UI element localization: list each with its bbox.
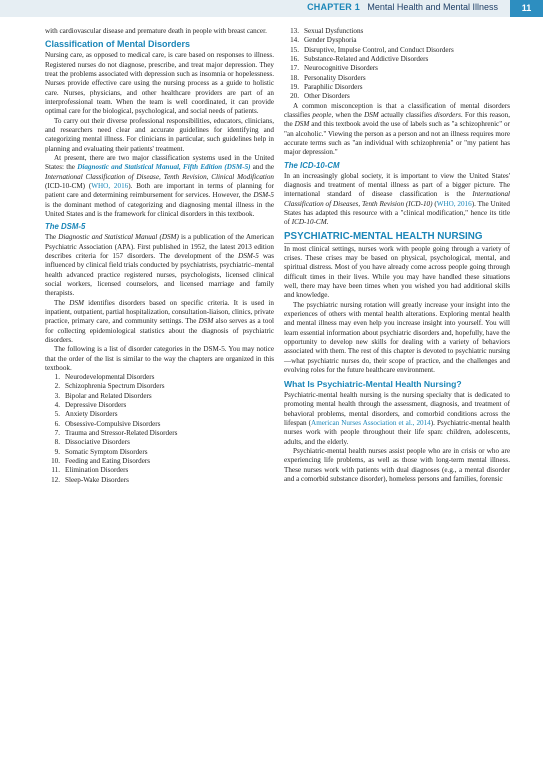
list-item: 14. Gender Dysphoria <box>290 36 357 45</box>
list-item: 18. Personality Disorders <box>290 73 366 82</box>
list-item: 12. Sleep-Wake Disorders <box>51 475 129 484</box>
paragraph: At present, there are two major classification systems used in the United States: the Diagnostic and Statistical Manual, Fifth Edition (DSM-5) and the International Classification of Disease, Tenth Revision, Clinical Modification (ICD-10-CM) (WHO, 2016). Both are important in terms of planning for patient care and determining reimbursement for services. However, the DSM-5 is the dominant method of categorizing and diagnosing mental illness in the United States and is the framework for clinical disorders in this textbook. <box>45 153 274 218</box>
who-citation-link[interactable]: WHO, 2016 <box>91 181 129 190</box>
section-heading-what-is: What Is Psychiatric-Mental Health Nursing? <box>284 379 462 390</box>
section-heading-classification: Classification of Mental Disorders <box>45 39 191 50</box>
list-item: 17. Neurocognitive Disorders <box>290 64 378 73</box>
list-item: 8. Dissociative Disorders <box>54 438 130 447</box>
list-item: 13. Sexual Dysfunctions <box>290 27 364 35</box>
list-item: 1. Neurodevelopmental Disorders <box>54 373 155 382</box>
page-number: 11 <box>510 0 543 17</box>
paragraph: Psychiatric-mental health nurses assist people who are in crisis or who are experiencing life problems, as well as those with long-term mental illness. These nurses work with patients with dual diagnoses (e.g., a mental disorder and a comorbid substance disorder), homeless persons and families, forensic <box>284 447 510 484</box>
list-item: 11. Elimination Disorders <box>51 466 129 475</box>
dsm5-link[interactable]: Diagnostic and Statistical Manual, Fifth Edition (DSM-5) <box>77 163 251 172</box>
section-heading-dsm5: The DSM-5 <box>45 222 86 232</box>
list-item: 19. Paraphilic Disorders <box>290 82 363 91</box>
paragraph: The following is a list of disorder categories in the DSM-5. You may notice that the order of the list is similar to the way the chapters are organized in this textbook. <box>45 345 274 372</box>
paragraph: Nursing care, as opposed to medical care, is care based on responses to illness. Registered nurses do not diagnose, prescribe, and treat major depression. They treat the problems associated with depression such as insomnia or hopelessness. Nurses provide effective care using the nursing process as a guide to holistic care. Nurses, physicians, and other healthcare providers are part of an interprofessional team. When the team is well coordinated, it can provide optimal care for the biological, psychological, and social needs of patients. <box>45 51 274 116</box>
paragraph: To carry out their diverse professional responsibilities, educators, clinicians, and researchers need clear and accurate guidelines for identifying and categorizing mental illness. For clinicians in particular, such guidelines help in planning and evaluating their patients' treatment. <box>45 116 274 153</box>
paragraph: In an increasingly global society, it is important to view the United States' diagnosis and treatment of mental illness as part of a bigger picture. The international standard of disease classification is the International Classification of Diseases, Tenth Revision (ICD-10) (WHO, 2016). The United States has adapted this resource with a "clinical modification," hence its title of ICD-10-CM. <box>284 171 510 227</box>
paragraph: In most clinical settings, nurses work with people going through a variety of crises. These crises may be based on physical, psychological, mental, and spiritual distress. Most of you have already come across people going through difficult times in their lives. While you may have handled these situations well, there may have been times when you wished you had additional skills and knowledge. <box>284 244 510 300</box>
list-item: 16. Substance-Related and Addictive Disorders <box>290 54 429 63</box>
ana-citation-link[interactable]: American Nurses Association et al., 2014 <box>311 419 431 428</box>
list-item: 4. Depressive Disorders <box>54 401 127 410</box>
list-item: 6. Obsessive-Compulsive Disorders <box>54 419 161 428</box>
who-citation-link[interactable]: WHO, 2016 <box>436 199 472 208</box>
list-item: 15. Disruptive, Impulse Control, and Conduct Disorders <box>290 45 454 54</box>
disorder-list-continued <box>284 27 510 102</box>
list-item: 10. Feeding and Eating Disorders <box>51 457 151 466</box>
list-item: 5. Anxiety Disorders <box>54 410 118 419</box>
running-head <box>307 2 498 12</box>
right-column <box>284 27 510 484</box>
chapter-title: Mental Health and Mental Illness <box>367 2 498 12</box>
left-column <box>45 27 274 485</box>
section-heading-nursing: PSYCHIATRIC-MENTAL HEALTH NURSING <box>284 231 510 244</box>
paragraph: The Diagnostic and Statistical Manual (DSM) is a publication of the American Psychiatric Association (APA). First published in 1952, the latest 2013 edition describes criteria for 157 disorders. The development of the DSM-5 was influenced by clinical field trials conducted by psychiatrists, psychiatric–mental health advanced practice registered nurses, psychologists, licensed clinical social workers, licensed counselors, and licensed marriage and family therapists. <box>45 233 274 298</box>
section-heading-icd: The ICD-10-CM <box>284 160 340 170</box>
list-item: 3. Bipolar and Related Disorders <box>54 391 152 400</box>
paragraph: The psychiatric nursing rotation will greatly increase your insight into the experiences of others with mental health alterations. Exploring mental health and mental illness may even help you increase insight into yourself. You will learn essential information about psychiatric disorders and, hopefully, have the opportunity to develop new skills for dealing with a variety of behaviors associated with them. The rest of this chapter is devoted to psychiatric nursing—what psychiatric nurses do, their scope of practice, and the challenges and evolving roles for the future healthcare environment. <box>284 300 510 374</box>
chapter-label: CHAPTER 1 <box>307 2 360 12</box>
paragraph: The DSM identifies disorders based on specific criteria. It is used in inpatient, outpatient, partial hospitalization, consultation-liaison, clinics, private practice, primary care, and community settings. The DSM also serves as a tool for collecting epidemiological statistics about the diagnosis of psychiatric disorders. <box>45 298 274 344</box>
disorder-list <box>45 373 274 485</box>
list-item: 7. Trauma and Stressor-Related Disorders <box>54 429 178 438</box>
list-item: 20. Other Disorders <box>290 92 350 101</box>
list-item: 9. Somatic Symptom Disorders <box>54 447 148 456</box>
list-item: 2. Schizophrenia Spectrum Disorders <box>54 382 165 391</box>
paragraph: Psychiatric-mental health nursing is the nursing specialty that is dedicated to promoting mental health through the assessment, diagnosis, and treatment of behavioral problems, mental disorders, and comorbid conditions across the lifespan (American Nurses Association et al., 2014). Psychiatric-mental health nurses work with people throughout their life span: children, adolescents, adults, and the elderly. <box>284 391 510 446</box>
paragraph: A common misconception is that a classification of mental disorders classifies people, when the DSM actually classifies disorders. For this reason, the DSM and this textbook avoid the use of labels such as "a schizophrenic" or "an alcoholic." Viewing the person as a person and not an illness requires more accurate terms such as "an individual with schizophrenia" or "my patient has major depression." <box>284 101 510 157</box>
paragraph: with cardiovascular disease and premature death in people with breast cancer. <box>45 27 267 35</box>
page-header <box>0 0 543 17</box>
